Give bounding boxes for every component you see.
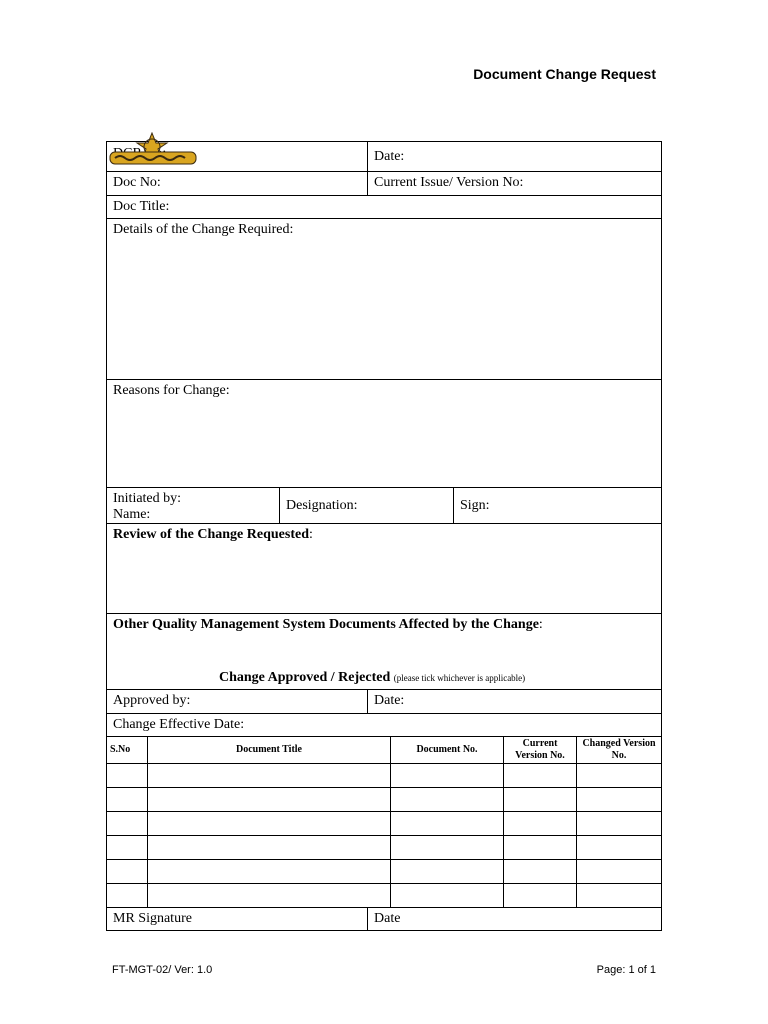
row-approved: [106, 689, 662, 713]
approved-by-cell[interactable]: [107, 690, 367, 713]
table-cell-sno[interactable]: [107, 860, 147, 883]
row-mr-signature: [106, 907, 662, 931]
table-cell-title[interactable]: [147, 884, 390, 907]
row-other-docs: [106, 613, 662, 689]
designation-label: Designation:: [286, 498, 358, 513]
sign-label: Sign:: [460, 498, 490, 513]
row-doc-title: [106, 195, 662, 218]
row-dcr: [106, 141, 662, 171]
table-row: [106, 763, 662, 787]
header-document-no: Document No.: [390, 737, 503, 763]
table-cell-sno[interactable]: [107, 836, 147, 859]
name-label: Name:: [113, 507, 151, 522]
table-cell-title[interactable]: [147, 788, 390, 811]
reasons-label: Reasons for Change:: [113, 383, 230, 398]
documents-table-header: [106, 736, 662, 763]
table-row: [106, 883, 662, 907]
footer-page-number: Page: 1 of 1: [596, 964, 656, 976]
company-logo-icon: [107, 132, 197, 168]
header-sno: S.No: [110, 744, 131, 755]
change-request-form: [106, 141, 662, 931]
table-row: [106, 787, 662, 811]
table-cell-changed-version[interactable]: [576, 836, 661, 859]
other-docs-label: Other Quality Management System Documents Affected by the Change: [113, 617, 539, 632]
table-cell-doc-no[interactable]: [390, 764, 503, 787]
approved-by-label: Approved by:: [113, 693, 191, 708]
date-label: Date:: [374, 149, 405, 164]
table-cell-changed-version[interactable]: [576, 812, 661, 835]
table-cell-current-version[interactable]: [503, 812, 576, 835]
doc-title-label: Doc Title:: [113, 199, 170, 214]
table-row: [106, 811, 662, 835]
approval-status: [219, 670, 525, 686]
review-label: Review of the Change Requested: [113, 527, 309, 542]
table-cell-current-version[interactable]: [503, 836, 576, 859]
approved-note: (please tick whichever is applicable): [393, 673, 526, 683]
document-title: Document Change Request: [473, 66, 656, 82]
details-cell[interactable]: [107, 219, 661, 379]
table-cell-changed-version[interactable]: [576, 764, 661, 787]
table-cell-doc-no[interactable]: [390, 860, 503, 883]
table-cell-title[interactable]: [147, 836, 390, 859]
row-review: [106, 523, 662, 613]
date-cell[interactable]: [367, 142, 661, 171]
header-changed-version: Changed Version No.: [576, 737, 661, 763]
current-issue-label: Current Issue/ Version No:: [374, 175, 524, 190]
reasons-cell[interactable]: [107, 380, 661, 487]
mr-date-cell[interactable]: [367, 908, 661, 930]
initiated-by-label: Initiated by:: [113, 491, 182, 506]
table-row: [106, 835, 662, 859]
review-colon: :: [308, 527, 313, 542]
effective-date-cell[interactable]: [107, 714, 661, 736]
table-cell-title[interactable]: [147, 764, 390, 787]
table-cell-current-version[interactable]: [503, 764, 576, 787]
table-row: [106, 859, 662, 883]
review-cell[interactable]: [107, 524, 661, 613]
row-reasons: [106, 379, 662, 487]
row-doc-no: [106, 171, 662, 195]
table-cell-current-version[interactable]: [503, 860, 576, 883]
other-docs-cell[interactable]: [107, 614, 661, 689]
table-cell-sno[interactable]: [107, 884, 147, 907]
approved-date-cell[interactable]: [367, 690, 661, 713]
row-effective-date: [106, 713, 662, 736]
dcr-no-cell[interactable]: [107, 142, 367, 171]
table-cell-title[interactable]: [147, 812, 390, 835]
doc-title-cell[interactable]: [107, 196, 661, 218]
doc-no-label: Doc No:: [113, 175, 161, 190]
approved-rejected-label: Change Approved / Rejected: [219, 670, 391, 685]
row-initiated: [106, 487, 662, 523]
effective-date-label: Change Effective Date:: [113, 717, 245, 732]
table-cell-changed-version[interactable]: [576, 788, 661, 811]
details-label: Details of the Change Required:: [113, 222, 294, 237]
table-cell-current-version[interactable]: [503, 884, 576, 907]
table-cell-doc-no[interactable]: [390, 812, 503, 835]
table-cell-title[interactable]: [147, 860, 390, 883]
row-details: [106, 218, 662, 379]
table-cell-sno[interactable]: [107, 788, 147, 811]
table-cell-sno[interactable]: [107, 764, 147, 787]
doc-no-cell[interactable]: [107, 172, 367, 195]
sign-cell[interactable]: [453, 488, 661, 523]
table-cell-doc-no[interactable]: [390, 884, 503, 907]
header-document-title: Document Title: [147, 737, 390, 763]
mr-date-label: Date: [374, 911, 401, 926]
mr-signature-label: MR Signature: [113, 911, 192, 926]
table-cell-sno[interactable]: [107, 812, 147, 835]
table-cell-doc-no[interactable]: [390, 788, 503, 811]
table-cell-current-version[interactable]: [503, 788, 576, 811]
other-docs-colon: :: [538, 617, 543, 632]
header-current-version: Current Version No.: [503, 737, 576, 763]
approved-date-label: Date:: [374, 693, 405, 708]
table-cell-changed-version[interactable]: [576, 884, 661, 907]
designation-cell[interactable]: [279, 488, 453, 523]
current-issue-cell[interactable]: [367, 172, 661, 195]
table-cell-changed-version[interactable]: [576, 860, 661, 883]
table-cell-doc-no[interactable]: [390, 836, 503, 859]
mr-signature-cell[interactable]: [107, 908, 367, 930]
footer-form-code: FT-MGT-02/ Ver: 1.0: [112, 964, 213, 976]
initiated-by-cell[interactable]: [107, 488, 279, 523]
